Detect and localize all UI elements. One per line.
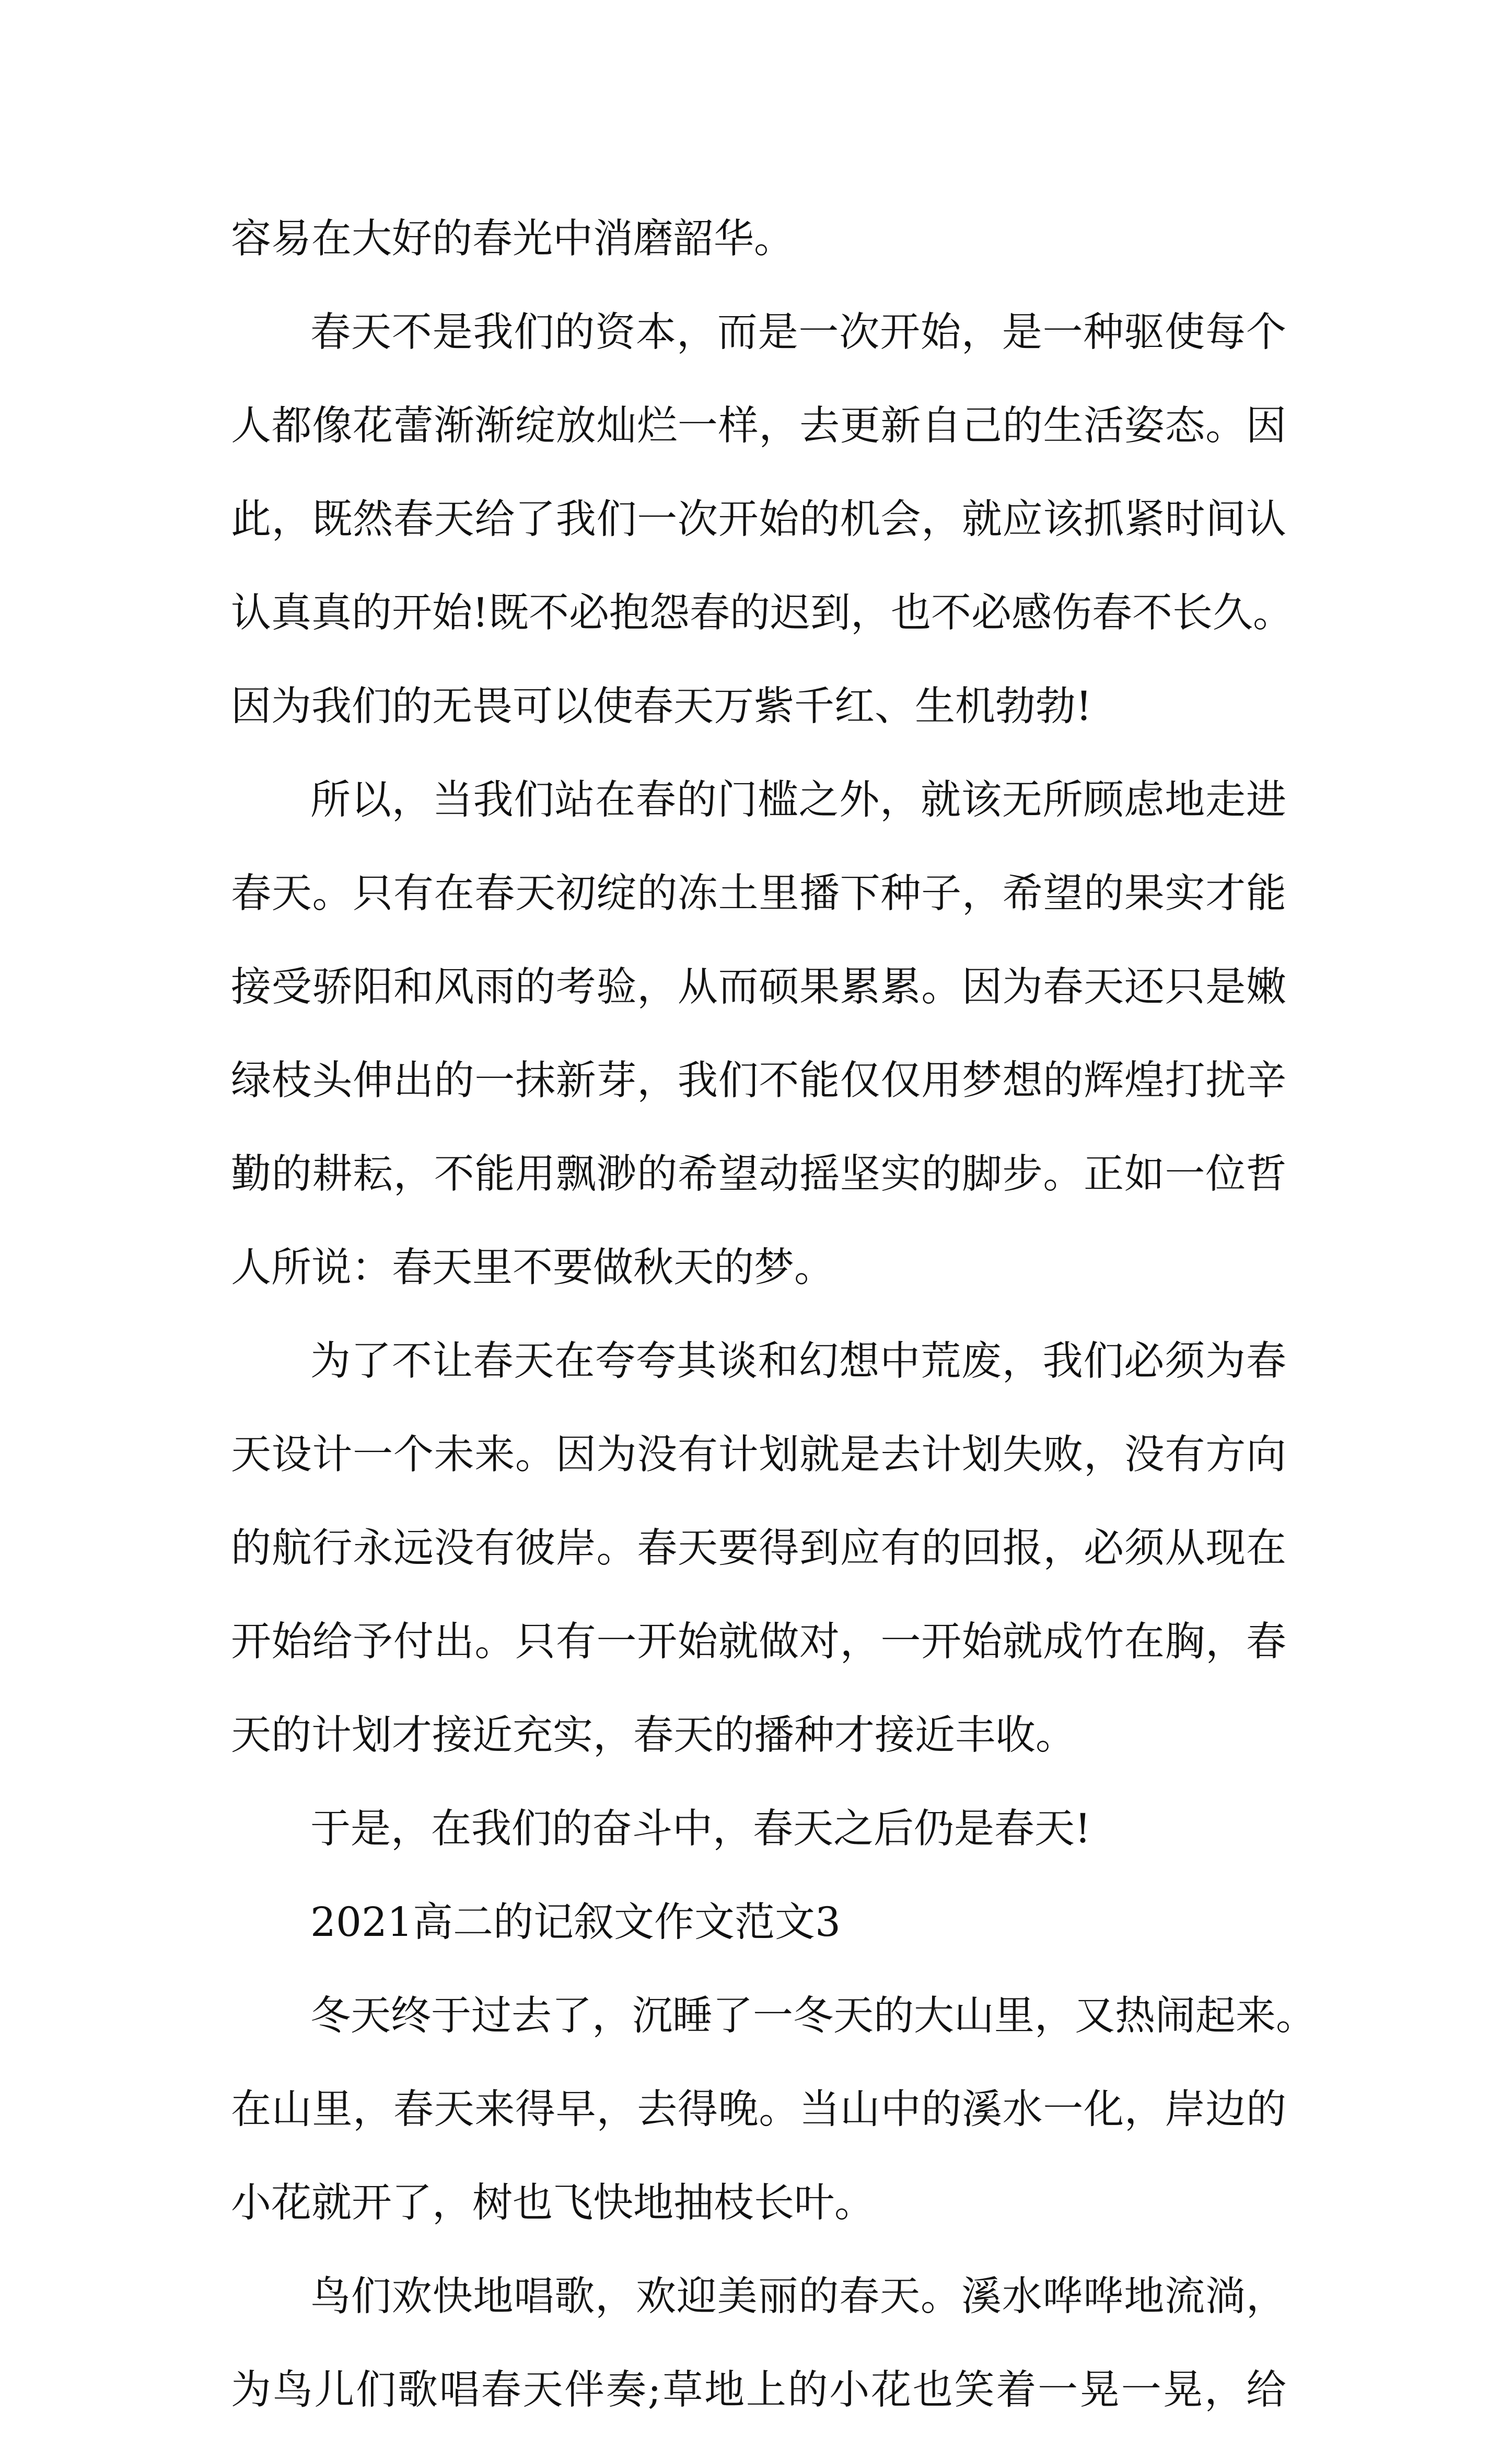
text-line: 春天。只有在春天初绽的冻土里播下种子，希望的果实才能 (231, 871, 1286, 917)
text-line: 因为我们的无畏可以使春天万紫千红、生机勃勃! (231, 683, 1092, 730)
text-line: 在山里，春天来得早，去得晚。当山中的溪水一化，岸边的 (231, 2086, 1286, 2133)
text-line: 春天不是我们的资本，而是一次开始，是一种驱使每个 (310, 309, 1286, 356)
document-body (231, 192, 1316, 2437)
text-line: 绿枝头伸出的一抹新芽，我们不能仅仅用梦想的辉煌打扰辛 (231, 1058, 1286, 1104)
text-line: 接受骄阳和风雨的考验，从而硕果累累。因为春天还只是嫩 (231, 964, 1286, 1011)
text-line: 于是，在我们的奋斗中，春天之后仍是春天! (310, 1806, 1091, 1852)
text-line: 天的计划才接近充实，春天的播种才接近丰收。 (231, 1712, 1076, 1759)
section-heading: 2021高二的记叙文作文范文3 (310, 1899, 841, 1946)
text-line: 小花就开了，树也飞快地抽枝长叶。 (231, 2180, 875, 2226)
text-line: 勤的耕耘，不能用飘渺的希望动摇坚实的脚步。正如一位哲 (231, 1151, 1286, 1198)
text-line: 为了不让春天在夸夸其谈和幻想中荒废，我们必须为春 (310, 1338, 1286, 1385)
text-line: 人所说：春天里不要做秋天的梦。 (231, 1245, 834, 1291)
text-line: 此，既然春天给了我们一次开始的机会，就应该抓紧时间认 (231, 496, 1286, 543)
text-line: 所以，当我们站在春的门槛之外，就该无所顾虑地走进 (310, 777, 1286, 823)
text-line: 为鸟儿们歌唱春天伴奏;草地上的小花也笑着一晃一晃，给 (231, 2367, 1286, 2413)
text-line: 容易在大好的春光中消磨韶华。 (231, 216, 794, 262)
text-line: 认真真的开始!既不必抱怨春的迟到，也不必感伤春不长久。 (231, 590, 1293, 636)
text-line: 人都像花蕾渐渐绽放灿烂一样，去更新自己的生活姿态。因 (231, 403, 1286, 449)
text-line: 的航行永远没有彼岸。春天要得到应有的回报，必须从现在 (231, 1525, 1286, 1572)
text-line: 鸟们欢快地唱歌，欢迎美丽的春天。溪水哗哗地流淌， (310, 2273, 1286, 2320)
text-line: 天设计一个未来。因为没有计划就是去计划失败，没有方向 (231, 1432, 1286, 1478)
text-line: 冬天终于过去了，沉睡了一冬天的大山里，又热闹起来。 (310, 1993, 1316, 2039)
text-line: 开始给予付出。只有一开始就做对，一开始就成竹在胸，春 (231, 1619, 1286, 1665)
